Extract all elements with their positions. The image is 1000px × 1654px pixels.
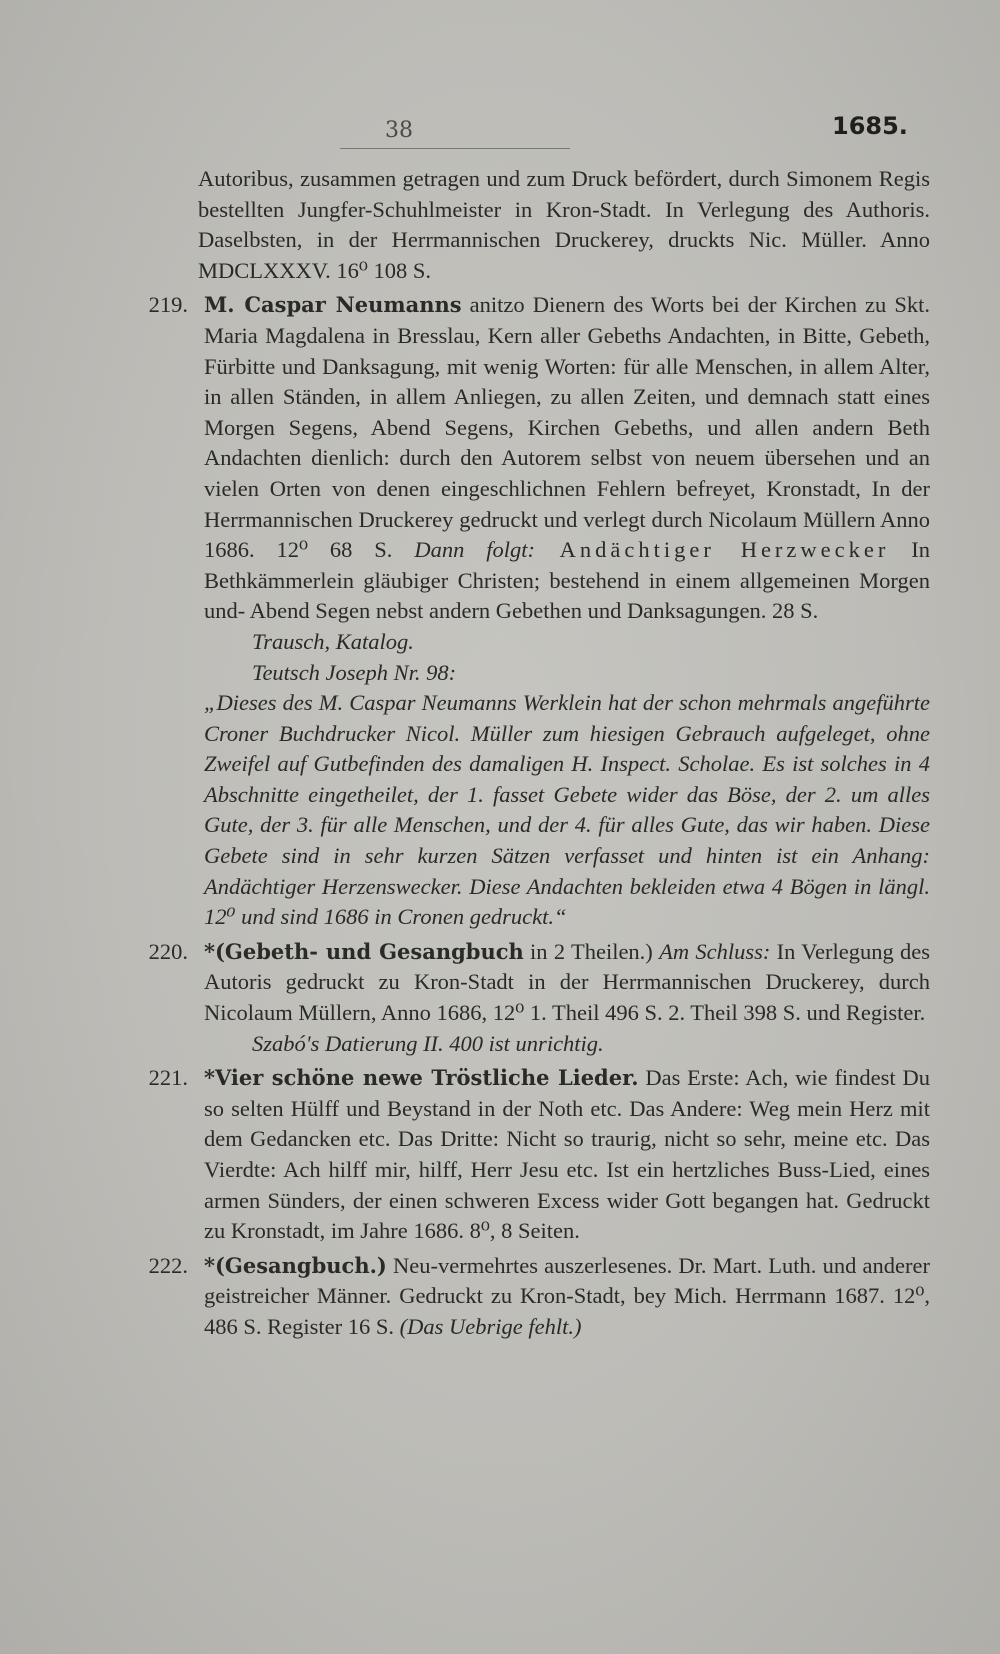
entry-body (204, 1063, 930, 1247)
running-year: 1685. (832, 112, 908, 140)
entry-text-after: In Verlegung des Autoris gedruckt zu Kron-Stadt in der Herrmannischen Druckerey, durch Nicolaum Müllern, Anno 1686, 12⁰ 1. Theil 496 S. 2. Theil 398 S. und Register. (204, 938, 930, 1026)
reference-line: Trausch, Katalog. (252, 628, 414, 654)
entry-title: *(Gesangbuch.) (204, 1252, 387, 1278)
entry-number: 221. (148, 1065, 188, 1091)
entry-title: *Vier schöne newe Tröstliche Lieder. (204, 1065, 639, 1091)
entry-title: *(Gebeth- und Gesangbuch (204, 938, 524, 964)
reference-line: Teutsch Joseph Nr. 98: (252, 659, 457, 685)
entry-title: M. Caspar Neumanns (204, 292, 462, 318)
entry-number: 222. (148, 1252, 188, 1278)
reference-line: Szabó's Datierung II. 400 ist unrichtig. (252, 1030, 604, 1056)
entry-italic: (Das Uebrige fehlt.) (399, 1313, 582, 1339)
page-body (130, 164, 930, 1343)
entry-text: in 2 Theilen.) (523, 938, 660, 964)
entry-body (204, 1251, 930, 1343)
entry-220 (130, 937, 930, 1029)
page-header (0, 112, 1000, 152)
header-rule (340, 148, 570, 149)
entry-text: anitzo Dienern des Worts bei der Kirchen zu Skt. Maria Magdalena in Bresslau, Kern aller Gebeths Andachten, in Bitte, Gebeth, Fürbitte und Danksagung, mit wenig Worten: für alle Menschen, in allem Alter, in allen Ständen, in allem Anliegen, zu allen Zeiten, und demnach statt eines Morgen Segens, Abend Segens, Kirchen Gebeths, und allen andern Beth Andachten dienlich: durch den Autorem selbst von neuem übersehen und an vielen Orten von denen eingeschlichnen Fehlern befreyet, Kronstadt, In der Herrmannischen Druckerey gedruckt und verlegt durch Nicolaum Müllern Anno 1686. 12⁰ 68 S. (204, 292, 931, 563)
entry-222 (130, 1251, 930, 1343)
quotation: „Dieses des M. Caspar Neumanns Werklein hat der schon mehrmals angeführte Croner Buchdrucker Nicol. Müller zum hiesigen Gebrauch aufgeleget, ohne Zweifel auf Gutbefinden des damaligen H. Inspect. Scholae. Es ist solches in 4 Abschnitte eingetheilet, der 1. fasset Gebete wider das Böse, der 2. um alles Gute, der 3. für alle Menschen, und der 4. für alles Gute, das wir haben. Diese Gebete sind in sehr kurzen Sätzen verfasset und hinten ist ein Anhang: Andächtiger Herzenswecker. Diese Andachten bekleiden etwa 4 Bögen in längl. 12⁰ und sind 1686 in Cronen gedruckt.“ (204, 690, 930, 930)
entry-text-after: In Bethkämmerlein gläubiger Christen; bestehend in einem allgemeinen Morgen und- Abend Segen nebst andern Gebethen und Danksagungen. 28 S. (204, 537, 931, 624)
entry-219 (130, 290, 930, 627)
entry-number: 219. (148, 292, 188, 318)
entry-221 (130, 1063, 930, 1247)
entry-spaced: Andächtiger Herzwecker (534, 537, 890, 563)
entry-text: Neu-vermehrtes auszerlesenes. Dr. Mart. Luth. und anderer geistreicher Männer. Gedruckt zu Kron-Stadt, bey Mich. Herrmann 1687. 12⁰, 486 S. Register 16 S. (204, 1252, 930, 1339)
entry-italic: Dann folgt: (414, 537, 535, 563)
entry-number: 220. (148, 938, 188, 964)
entry-italic: Am Schluss: (659, 938, 771, 964)
continuation-paragraph: Autoribus, zusammen getragen und zum Druck befördert, durch Simonem Regis bestellten Jungfer-Schuhlmeister in Kron-Stadt. In Verlegung des Authoris. Daselbsten, in der Herrmannischen Druckerey, druckts Nic. Müller. Anno MDCLXXXV. 16⁰ 108 S. (198, 166, 930, 283)
entry-text: Das Erste: Ach, wie findest Du so selten Hülff und Beystand in der Noth etc. Das Andere: Weg mein Herz mit dem Gedancken etc. Das Dritte: Nicht so traurig, nicht so sehr, meine etc. Das Vierdte: Ach hilff mir, hilff, Herr Jesu etc. Ist ein hertzliches Buss-Lied, eines armen Sünders, der einen schweren Excess wider Gott begangen hat. Gedruckt zu Kronstadt, im Jahre 1686. 8⁰, 8 Seiten. (204, 1065, 930, 1244)
entry-body (204, 290, 930, 627)
entry-body (204, 937, 930, 1029)
page-number: 38 (385, 118, 413, 143)
